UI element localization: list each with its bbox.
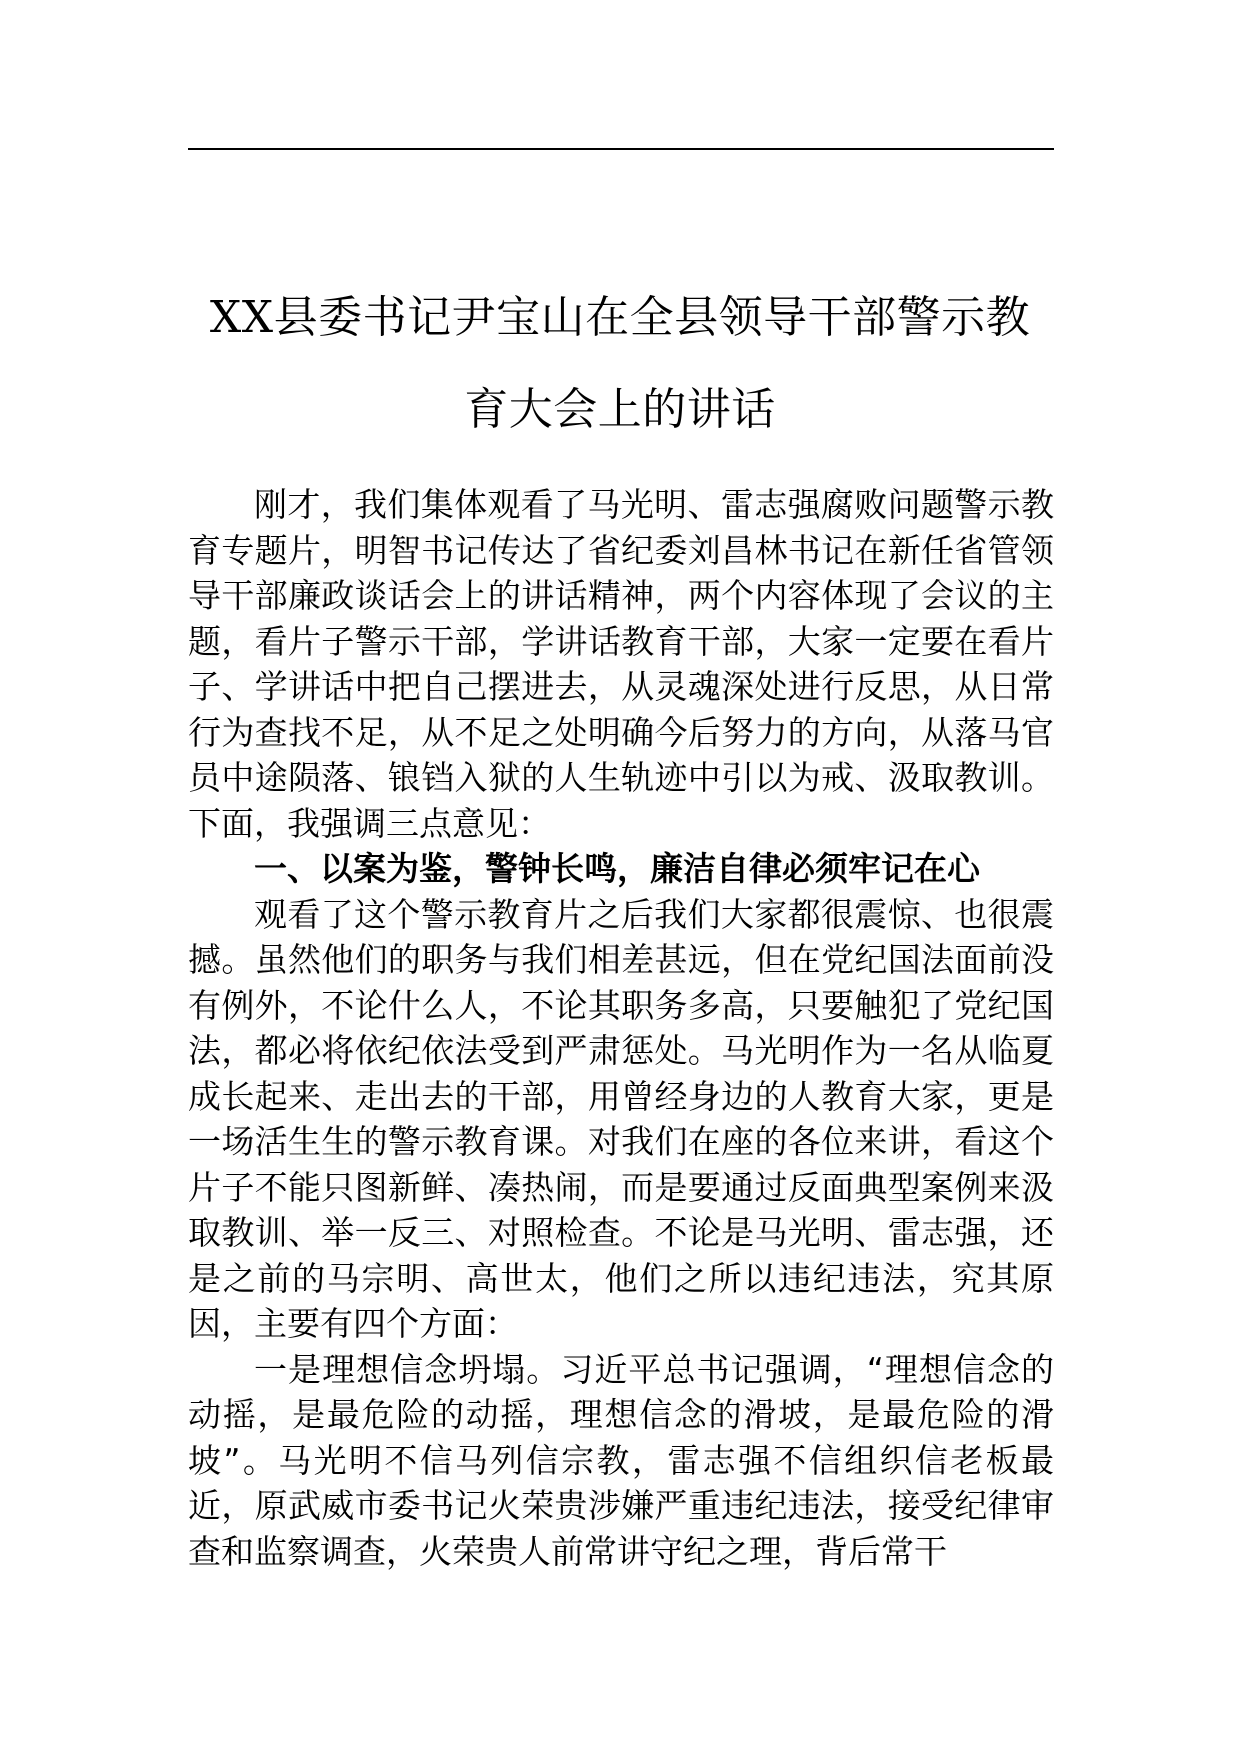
paragraph-reason-1: 一是理想信念坍塌。习近平总书记强调，“理想信念的动摇，是最危险的动摇，理想信念的滑坡，是最危险的滑坡”。马光明不信马列信宗教，雷志强不信组织信老板最近，原武威市委书记火荣贵涉嫌严重违纪违法，接受纪律审查和监察调查，火荣贵人前常讲守纪之理，背后常干 <box>188 1349 1054 1571</box>
section-heading-1: 一、以案为鉴，警钟长鸣，廉洁自律必须牢记在心 <box>254 849 980 888</box>
document-body <box>188 482 1054 1574</box>
paragraph-warning-film: 观看了这个警示教育片之后我们大家都很震惊、也很震撼。虽然他们的职务与我们相差甚远，但在党纪国法面前没有例外，不论什么人，不论其职务多高，只要触犯了党纪国法，都必将依纪依法受到严肃惩处。马光明作为一名从临夏成长起来、走出去的干部，用曾经身边的人教育大家，更是一场活生生的警示教育课。对我们在座的各位来讲，看这个片子不能只图新鲜、凑热闹，而是要通过反面典型案例来汲取教训、举一反三、对照检查。不论是马光明、雷志强，还是之前的马宗明、高世太，他们之所以违纪违法，究其原因，主要有四个方面： <box>188 894 1054 1343</box>
title-line-1: XX县委书记尹宝山在全县领导干部警示教 <box>209 292 1031 343</box>
paragraph-intro: 刚才，我们集体观看了马光明、雷志强腐败问题警示教育专题片，明智书记传达了省纪委刘昌林书记在新任省管领导干部廉政谈话会上的讲话精神，两个内容体现了会议的主题，看片子警示干部，学讲话教育干部，大家一定要在看片子、学讲话中把自己摆进去，从灵魂深处进行反思，从日常行为查找不足，从不足之处明确今后努力的方向，从落马官员中途陨落、锒铛入狱的人生轨迹中引以为戒、汲取教训。下面，我强调三点意见： <box>188 485 1054 843</box>
title-line-2: 育大会上的讲话 <box>464 384 776 435</box>
document-title <box>160 272 1080 456</box>
header-rule <box>188 148 1054 150</box>
